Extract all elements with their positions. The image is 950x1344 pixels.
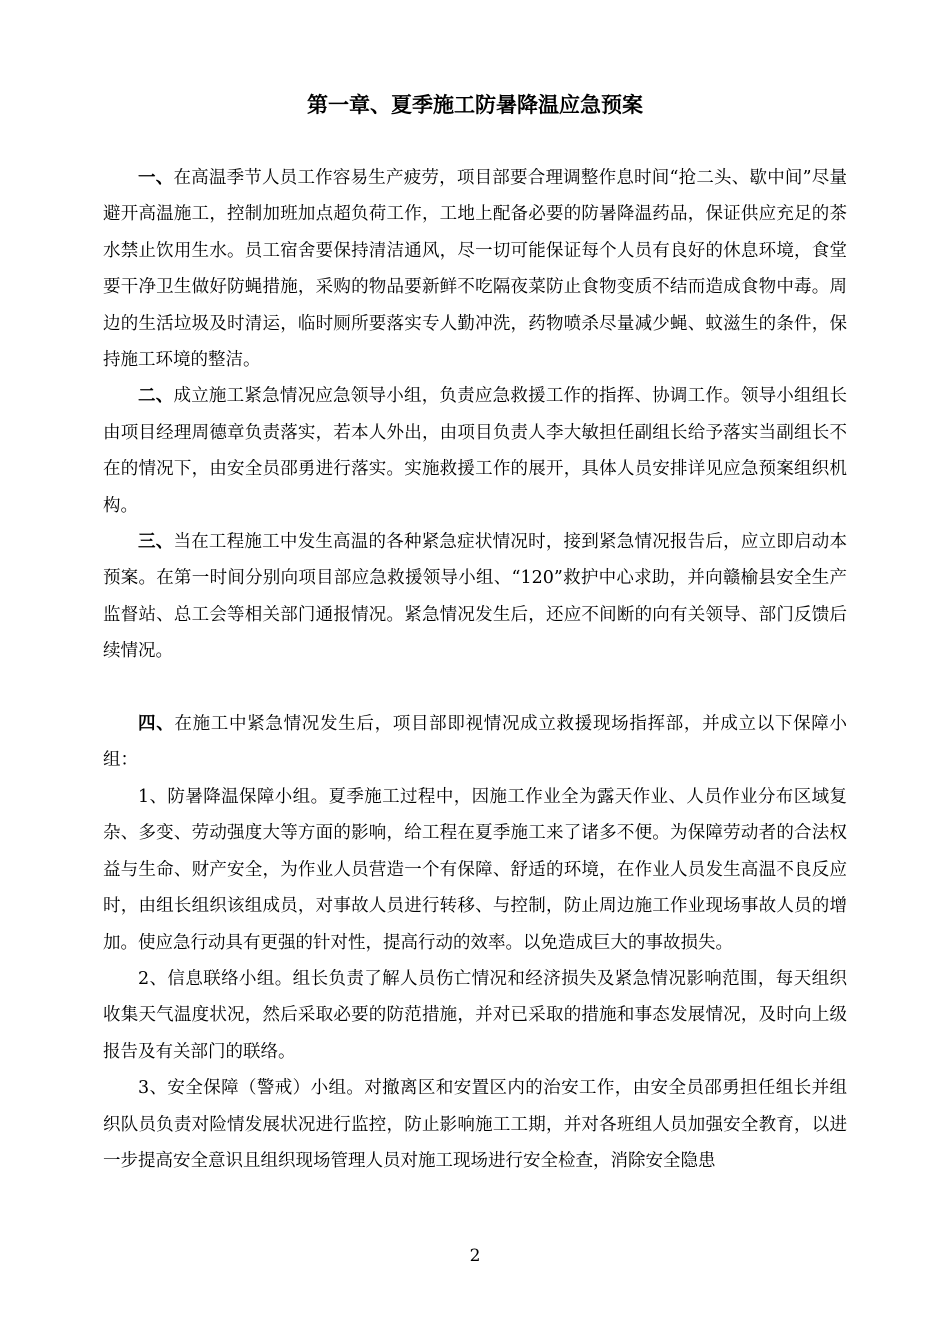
document-body xyxy=(103,160,847,1179)
paragraph-3-lead: 三、 xyxy=(138,532,174,553)
paragraph-1-lead: 一、 xyxy=(138,168,174,188)
paragraph-7 xyxy=(103,1070,847,1179)
page-number: 2 xyxy=(469,1246,481,1266)
paragraph-5-text: 1、防暑降温保障小组。夏季施工过程中，因施工作业全为露天作业、人员作业分布区域复杂、多变、劳动强度大等方面的影响，给工程在夏季施工来了诸多不便。为保障劳动者的合法权益与生命、财产安全，为作业人员营造一个有保障、舒适的环境，在作业人员发生高温不良反应时，由组长组织该组成员，对事故人员进行转移、与控制，防止周边施工作业现场事故人员的增加。使应急行动具有更强的针对性，提高行动的效率。以免造成巨大的事故损失。 xyxy=(103,786,847,953)
paragraph-4 xyxy=(103,706,847,779)
paragraph-4-text: 在施工中紧急情况发生后，项目部即视情况成立救援现场指挥部，并成立以下保障小组： xyxy=(103,714,848,771)
paragraph-6 xyxy=(103,961,847,1070)
paragraph-5 xyxy=(103,779,847,961)
chapter-title: 第一章、夏季施工防暑降温应急预案 xyxy=(307,92,643,117)
paragraph-1-text: 在高温季节人员工作容易生产疲劳，项目部要合理调整作息时间“抢二头、歇中间”尽量避开高温施工，控制加班加点超负荷工作，工地上配备必要的防暑降温药品，保证供应充足的茶水禁止饮用生水。员工宿舍要保持清洁通风，尽一切可能保证每个人员有良好的休息环境，食堂要干净卫生做好防蝇措施，采购的物品要新鲜不吃隔夜菜防止食物变质不结而造成食物中毒。周边的生活垃圾及时清运，临时厕所要落实专人勤冲洗，药物喷杀尽量减少蝇、蚊滋生的条件，保持施工环境的整洁。 xyxy=(103,168,848,371)
paragraph-2-text: 成立施工紧急情况应急领导小组，负责应急救援工作的指挥、协调工作。领导小组组长由项目经理周德章负责落实，若本人外出，由项目负责人李大敏担任副组长给予落实当副组长不在的情况下，由安全员邵勇进行落实。实施救援工作的展开，具体人员安排详见应急预案组织机构。 xyxy=(103,386,848,516)
paragraph-3-text: 当在工程施工中发生高温的各种紧急症状情况时，接到紧急情况报告后，应立即启动本预案。在第一时间分别向项目部应急救援领导小组、“120”救护中心求助，并向赣榆县安全生产监督站、总工会等相关部门通报情况。紧急情况发生后，还应不间断的向有关领导、部门反馈后续情况。 xyxy=(103,532,848,662)
paragraph-1 xyxy=(103,160,847,378)
paragraph-6-text: 2、信息联络小组。组长负责了解人员伤亡情况和经济损失及紧急情况影响范围，每天组织收集天气温度状况，然后采取必要的防范措施，并对已采取的措施和事态发展情况，及时向上级报告及有关部门的联络。 xyxy=(103,968,847,1062)
paragraph-2 xyxy=(103,378,847,524)
paragraph-2-lead: 二、 xyxy=(138,386,174,407)
paragraph-7-text: 3、安全保障（警戒）小组。对撤离区和安置区内的治安工作，由安全员邵勇担任组长并组织队员负责对险情发展状况进行监控，防止影响施工工期，并对各班组人员加强安全教育，以进一步提高安全意识且组织现场管理人员对施工现场进行安全检查，消除安全隐患 xyxy=(103,1078,847,1171)
paragraph-4-lead: 四、 xyxy=(138,714,175,735)
paragraph-3 xyxy=(103,524,847,670)
